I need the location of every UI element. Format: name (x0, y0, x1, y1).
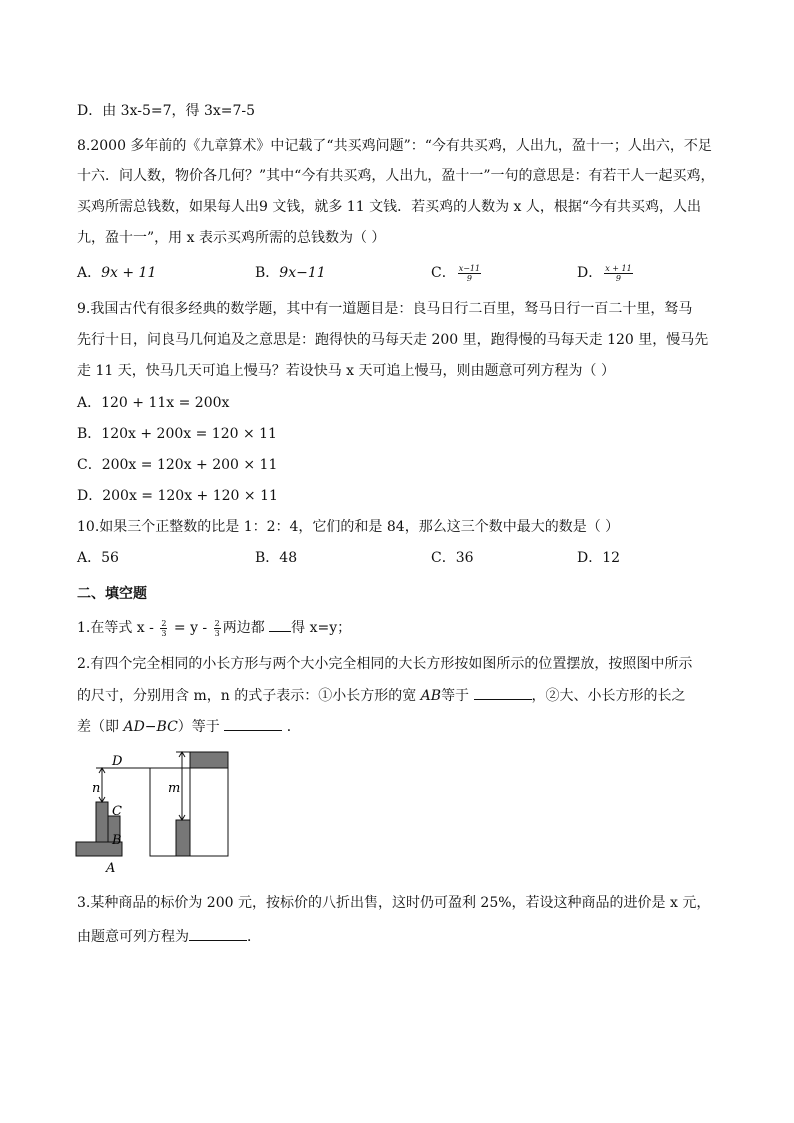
q8-text-line-2: 十六．问人数，物价各几何？”其中“今有共买鸡，人出九，盈十一”一句的意思是：有若干人一起买鸡， (77, 168, 715, 184)
q9-option-a: A．120 + 11x = 200x (77, 395, 230, 411)
q9-text-line-3: 走 11 天，快马几天可追上慢马？若设快马 x 天可追上慢马，则由题意可列方程为（ ） (77, 363, 615, 379)
q8-option-b: B．9x−11 (255, 265, 326, 281)
label-a: A (106, 861, 116, 876)
q10-option-d: D．12 (577, 550, 621, 566)
small-rectangle-vertical-1 (96, 802, 108, 842)
section-heading-fill-in: 二、填空题 (77, 586, 147, 602)
label-b: B (112, 833, 122, 848)
q10-option-c: C．36 (431, 550, 474, 566)
q8-text-line-3: 买鸡所需总钱数，如果每人出9 文钱，就多 11 文钱．若买鸡的人数为 x 人，根据“今有共买鸡，人出 (77, 199, 702, 215)
label-m: m (168, 781, 181, 796)
q9-option-d: D．200x = 120x + 120 × 11 (77, 488, 278, 504)
label-c: C (112, 804, 122, 819)
fill-q2-blank-1[interactable] (474, 685, 532, 700)
q10-option-a: A．56 (77, 550, 119, 566)
fill-q3-blank[interactable] (189, 926, 247, 941)
q10-text: 10.如果三个正整数的比是 1：2：4，它们的和是 84，那么这三个数中最大的数是（ ） (77, 519, 620, 535)
fill-q3-line-2: 由题意可列方程为 ． (77, 926, 727, 947)
q9-text-line-2: 先行十日，问良马几何追及之意思是：跑得快的马每天走 200 里，跑得慢的马每天走 120 里，慢马先 (77, 332, 709, 348)
fill-q1: 1.在等式 x - $\frac{2}{3}$ = y - $\frac{2}{3}$ 两边都 得 x=y； (77, 618, 352, 638)
fill-q1-blank[interactable] (269, 617, 291, 632)
q9-text-line-1: 9.我国古代有很多经典的数学题，其中有一道题目是：良马日行二百里，驽马日行一百二十里，驽马 (77, 301, 693, 317)
fill-q2-line-1: 2.有四个完全相同的小长方形与两个大小完全相同的大长方形按如图所示的位置摆放，按照图中所示 (77, 656, 693, 672)
label-d: D (112, 754, 123, 769)
fill-q2-blank-2[interactable] (224, 716, 282, 731)
q10-options (77, 547, 727, 569)
small-rectangle-left-right (176, 820, 190, 856)
small-rectangle-top-right (190, 752, 228, 768)
rectangles-figure (72, 748, 242, 876)
q8-text-line-1: 8.2000 多年前的《九章算术》中记载了“共买鸡问题”：“今有共买鸡，人出九，盈十一；人出六，不足 (77, 138, 712, 154)
fill-q3-line-1: 3.某种商品的标价为 200 元，按标价的八折出售，这时仍可盈利 25%，若设这种商品的进价是 x 元， (77, 895, 711, 911)
q10-option-b: B．48 (255, 550, 298, 566)
q7-option-d: D．由 3x-5=7，得 3x=7-5 (77, 103, 256, 119)
q8-option-c: C． $\frac{x-11}{9}$ (431, 263, 481, 283)
fill-q2-line-2: 的尺寸，分别用含 m，n 的式子表示：①小长方形的宽 AB等于 ，②大、小长方形的长之 (77, 685, 727, 706)
q8-option-d: D． $\frac{x + 11}{9}$ (577, 263, 632, 283)
q8-options (77, 262, 727, 284)
label-n: n (92, 781, 101, 796)
q9-option-b: B．120x + 200x = 120 × 11 (77, 426, 277, 442)
q9-option-c: C．200x = 120x + 200 × 11 (77, 457, 278, 473)
q8-text-line-4: 九，盈十一”，用 x 表示买鸡所需的总钱数为（ ） (77, 230, 386, 246)
fill-q2-line-3: 差（即 AD−BC）等于 ． (77, 716, 727, 737)
q8-option-a: A．9x + 11 (77, 265, 157, 281)
